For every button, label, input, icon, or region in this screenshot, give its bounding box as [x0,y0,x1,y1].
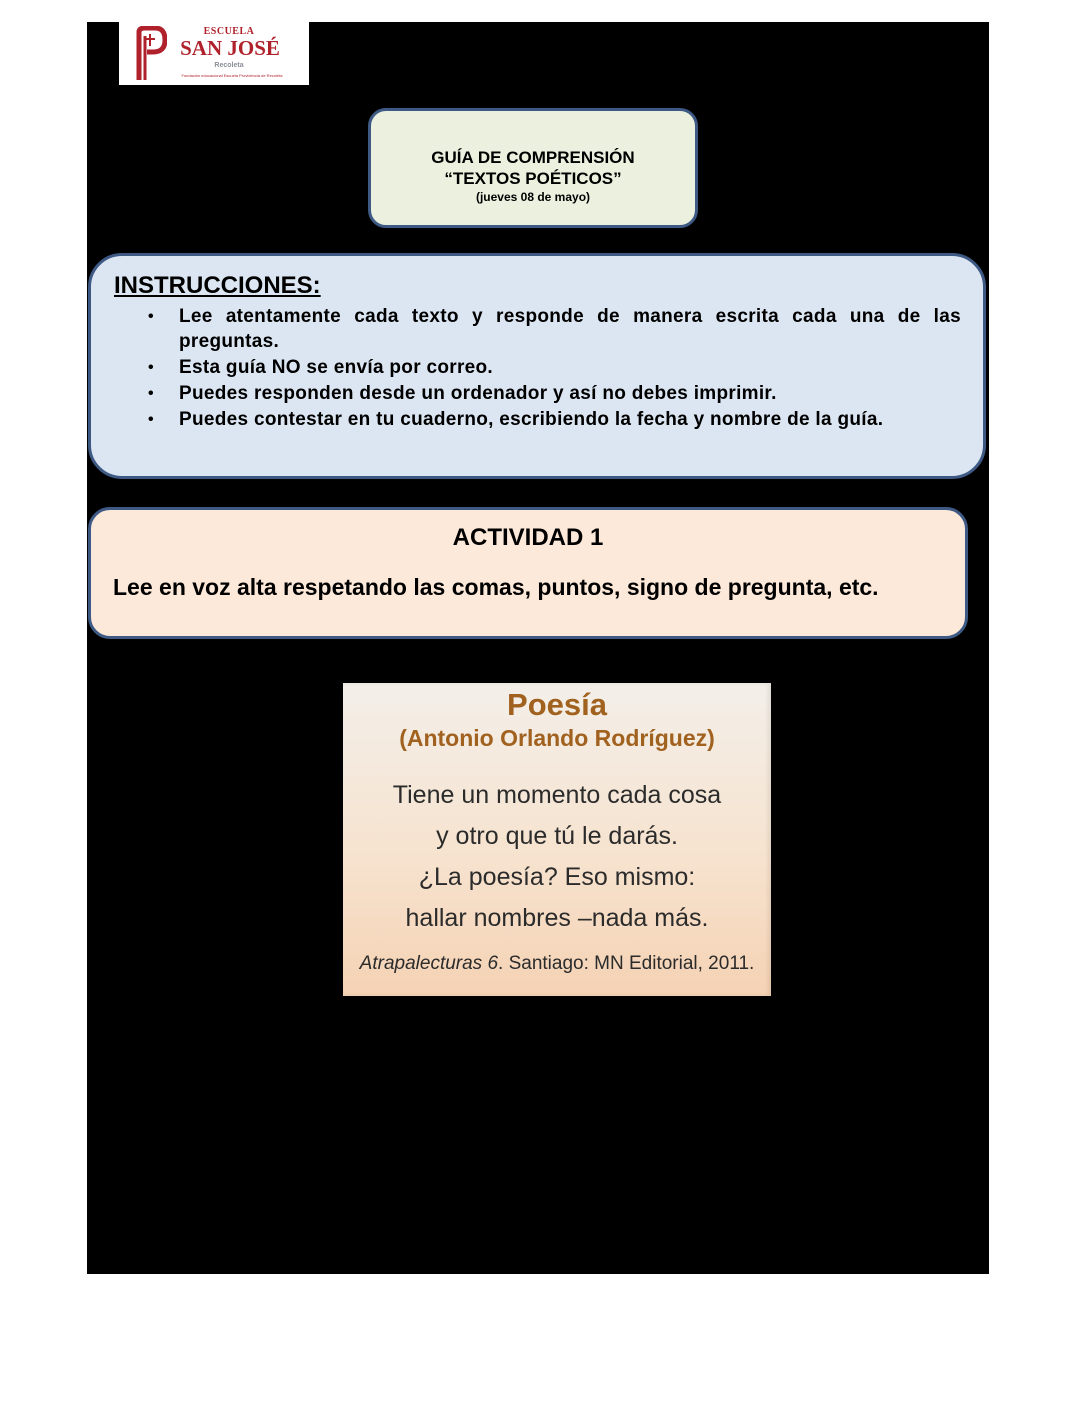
bullet-icon: • [148,411,154,428]
instructions-heading: INSTRUCCIONES: [114,272,321,299]
school-logo [119,22,309,85]
instruction-text: Puedes contestar en tu cuaderno, escribiendo la fecha y nombre de la guía. [179,409,884,430]
bullet-icon: • [148,308,154,325]
poem-line: y otro que tú le darás. [436,822,678,850]
poem-source [343,953,771,975]
guide-title: GUÍA DE COMPRENSIÓN [431,148,635,167]
logo-escuela: ESCUELA [203,26,255,37]
guide-title-box [368,108,698,228]
instruction-text: Lee atentamente cada texto y responde de manera escrita cada una de las preguntas. [179,306,961,352]
instruction-item [148,407,961,432]
logo-school-name: SAN JOSÉ [180,36,280,60]
instruction-item [148,381,961,406]
instruction-text: Esta guía NO se envía por correo. [179,357,494,378]
poem-source-book: Atrapalecturas 6 [359,953,499,974]
instructions-box [88,253,986,479]
poem-title: Poesía [507,687,607,722]
bullet-icon: • [148,359,154,376]
instructions-list [148,304,961,433]
poem-line: hallar nombres –nada más. [405,904,709,932]
bullet-icon: • [148,385,154,402]
instruction-item [148,355,961,380]
poem-image [343,683,771,996]
instruction-item [148,304,961,354]
instruction-text: Puedes responden desde un ordenador y así no debes imprimir. [179,383,777,404]
guide-subtitle: “TEXTOS POÉTICOS” [444,169,622,188]
poem-source-details: . Santiago: MN Editorial, 2011. [498,953,755,974]
activity-instruction: Lee en voz alta respetando las comas, puntos, signo de pregunta, etc. [113,574,879,600]
poem-line: ¿La poesía? Eso mismo: [418,863,696,891]
poem-verses [343,775,771,939]
activity-title: ACTIVIDAD 1 [452,524,604,551]
poem-line: Tiene un momento cada cosa [392,781,722,809]
guide-date: (jueves 08 de mayo) [475,190,591,204]
poem-author: (Antonio Orlando Rodríguez) [399,725,715,751]
logo-subtitle: Recoleta [214,62,244,69]
logo-foundation: Fundación educacional Escuela Providencia de Recoleta [181,73,283,78]
activity-box [88,507,968,639]
